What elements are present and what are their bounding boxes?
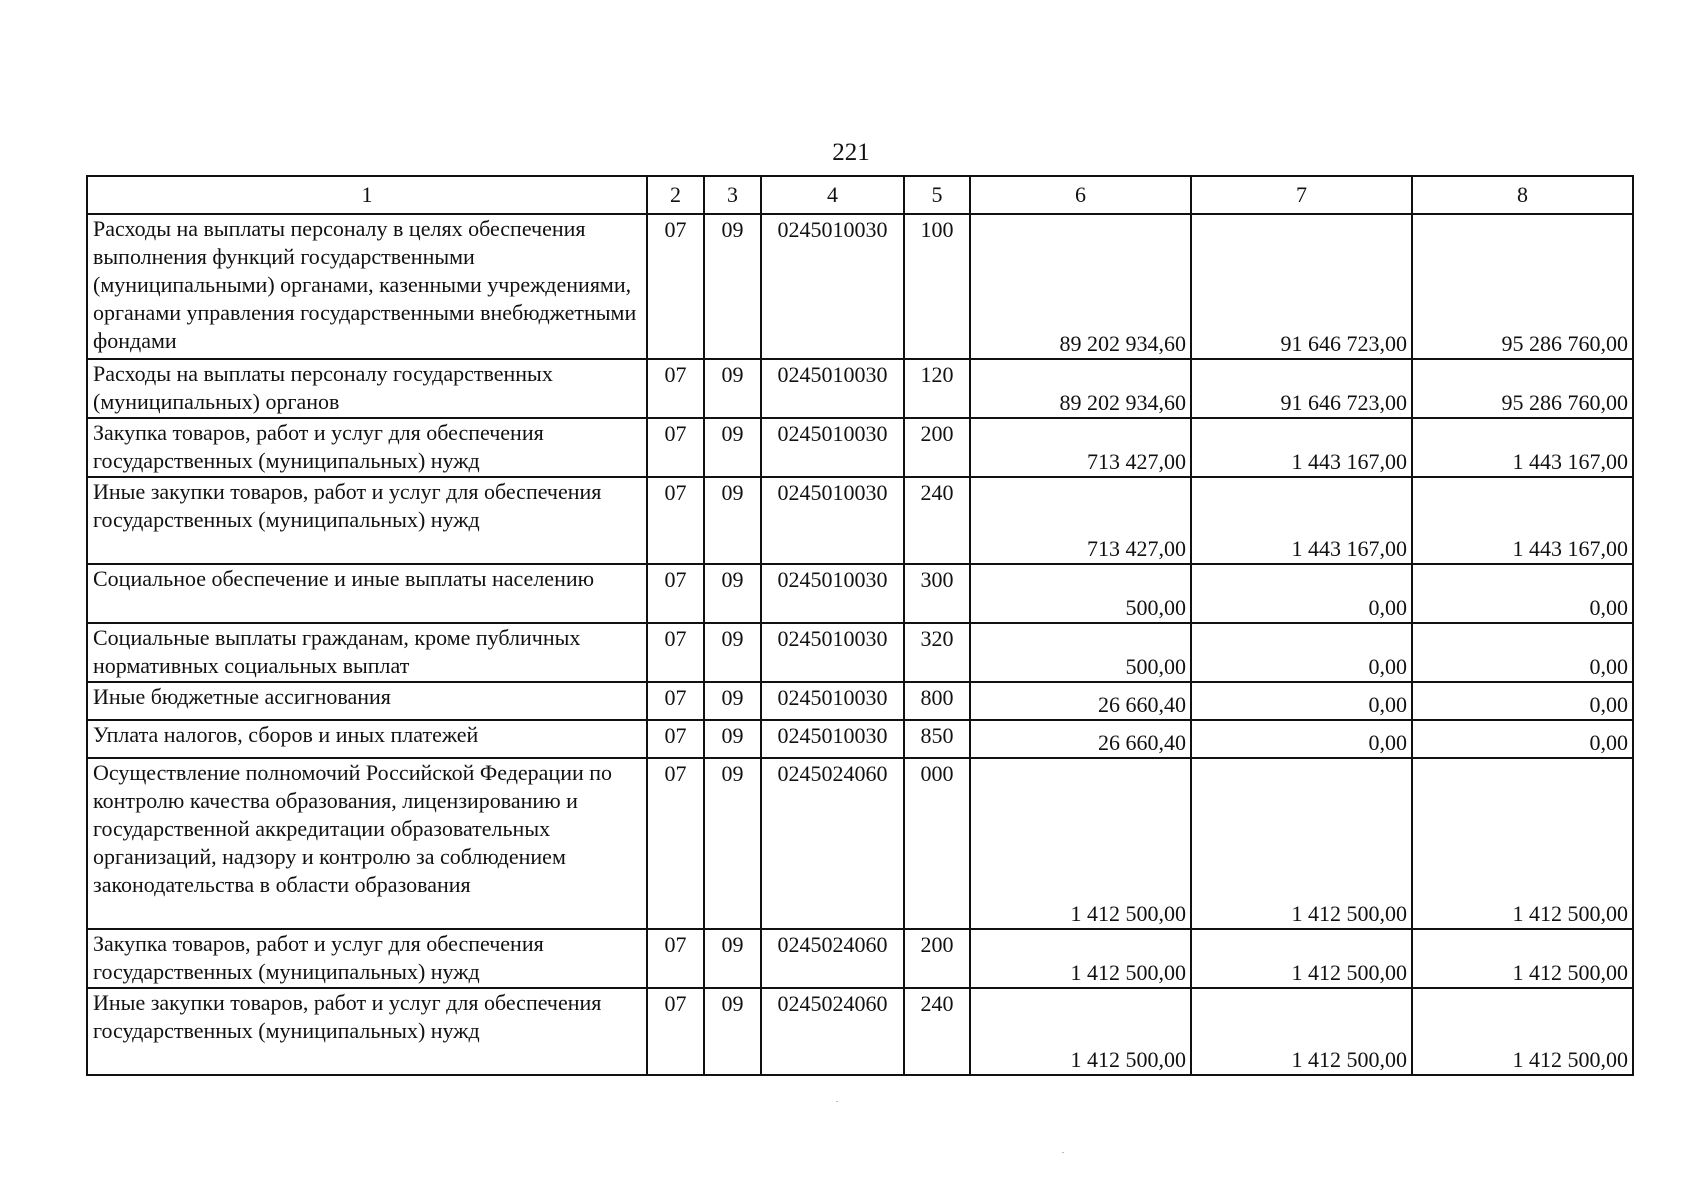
row-subsection-cell: 09 [704, 477, 761, 564]
row-amount-year1-cell: 89 202 934,60 [970, 214, 1191, 359]
row-section-cell: 07 [647, 929, 704, 988]
row-name-cell: Иные закупки товаров, работ и услуг для обеспечения государственных (муниципальных) нужд [87, 988, 647, 1075]
row-kind-cell: 300 [904, 564, 970, 623]
column-header: 8 [1412, 176, 1633, 214]
table-row [87, 929, 1633, 988]
row-section-cell: 07 [647, 214, 704, 359]
row-section-cell: 07 [647, 477, 704, 564]
row-section-cell: 07 [647, 623, 704, 682]
row-amount-year2-cell: 0,00 [1191, 720, 1412, 758]
row-subsection-cell: 09 [704, 564, 761, 623]
table-row [87, 214, 1633, 359]
row-amount-year1-cell: 1 412 500,00 [970, 988, 1191, 1075]
column-header: 2 [647, 176, 704, 214]
row-name-cell: Социальные выплаты гражданам, кроме публичных нормативных социальных выплат [87, 623, 647, 682]
table-row [87, 988, 1633, 1075]
row-kind-cell: 320 [904, 623, 970, 682]
row-kind-cell: 200 [904, 929, 970, 988]
column-header: 5 [904, 176, 970, 214]
row-kind-cell: 240 [904, 477, 970, 564]
row-amount-year1-cell: 500,00 [970, 623, 1191, 682]
column-header: 1 [87, 176, 647, 214]
row-kind-cell: 240 [904, 988, 970, 1075]
row-amount-year3-cell: 95 286 760,00 [1412, 214, 1633, 359]
table-row [87, 623, 1633, 682]
row-target-cell: 0245010030 [761, 623, 904, 682]
table-row [87, 418, 1633, 477]
column-header: 4 [761, 176, 904, 214]
row-amount-year1-cell: 89 202 934,60 [970, 359, 1191, 418]
row-kind-cell: 200 [904, 418, 970, 477]
row-amount-year2-cell: 1 412 500,00 [1191, 988, 1412, 1075]
row-name-cell: Уплата налогов, сборов и иных платежей [87, 720, 647, 758]
row-subsection-cell: 09 [704, 682, 761, 720]
row-amount-year3-cell: 1 412 500,00 [1412, 988, 1633, 1075]
row-amount-year3-cell: 0,00 [1412, 564, 1633, 623]
row-amount-year3-cell: 0,00 [1412, 623, 1633, 682]
row-amount-year3-cell: 0,00 [1412, 682, 1633, 720]
row-target-cell: 0245024060 [761, 929, 904, 988]
table-header-row [87, 176, 1633, 214]
row-name-cell: Осуществление полномочий Российской Федерации по контролю качества образования, лицензированию и государственной аккредитации образовательных организаций, надзору и контролю за соблюдением законодательства в области образования [87, 758, 647, 929]
row-amount-year2-cell: 0,00 [1191, 623, 1412, 682]
row-amount-year3-cell: 1 412 500,00 [1412, 758, 1633, 929]
row-target-cell: 0245024060 [761, 758, 904, 929]
row-subsection-cell: 09 [704, 359, 761, 418]
row-amount-year1-cell: 26 660,40 [970, 720, 1191, 758]
column-header: 3 [704, 176, 761, 214]
row-name-cell: Социальное обеспечение и иные выплаты населению [87, 564, 647, 623]
row-amount-year3-cell: 95 286 760,00 [1412, 359, 1633, 418]
row-name-cell: Иные закупки товаров, работ и услуг для обеспечения государственных (муниципальных) нужд [87, 477, 647, 564]
row-amount-year2-cell: 1 443 167,00 [1191, 418, 1412, 477]
row-target-cell: 0245010030 [761, 359, 904, 418]
row-name-cell: Иные бюджетные ассигнования [87, 682, 647, 720]
row-target-cell: 0245010030 [761, 214, 904, 359]
row-amount-year2-cell: 91 646 723,00 [1191, 214, 1412, 359]
row-target-cell: 0245024060 [761, 988, 904, 1075]
row-amount-year2-cell: 1 412 500,00 [1191, 758, 1412, 929]
column-header: 7 [1191, 176, 1412, 214]
column-header: 6 [970, 176, 1191, 214]
row-kind-cell: 850 [904, 720, 970, 758]
row-amount-year1-cell: 1 412 500,00 [970, 929, 1191, 988]
row-amount-year3-cell: 1 443 167,00 [1412, 418, 1633, 477]
row-subsection-cell: 09 [704, 929, 761, 988]
row-subsection-cell: 09 [704, 988, 761, 1075]
row-kind-cell: 800 [904, 682, 970, 720]
row-target-cell: 0245010030 [761, 720, 904, 758]
row-subsection-cell: 09 [704, 214, 761, 359]
table-row [87, 682, 1633, 720]
row-amount-year1-cell: 713 427,00 [970, 477, 1191, 564]
row-amount-year1-cell: 26 660,40 [970, 682, 1191, 720]
row-amount-year3-cell: 1 412 500,00 [1412, 929, 1633, 988]
row-section-cell: 07 [647, 682, 704, 720]
row-name-cell: Расходы на выплаты персоналу в целях обеспечения выполнения функций государственными (муниципальными) органами, казенными учреждениями, органами управления государственными внебюджетными фондами [87, 214, 647, 359]
row-amount-year3-cell: 0,00 [1412, 720, 1633, 758]
row-name-cell: Закупка товаров, работ и услуг для обеспечения государственных (муниципальных) нужд [87, 929, 647, 988]
row-subsection-cell: 09 [704, 720, 761, 758]
row-kind-cell: 000 [904, 758, 970, 929]
row-kind-cell: 120 [904, 359, 970, 418]
row-amount-year2-cell: 0,00 [1191, 564, 1412, 623]
row-amount-year2-cell: 1 412 500,00 [1191, 929, 1412, 988]
row-target-cell: 0245010030 [761, 418, 904, 477]
row-section-cell: 07 [647, 418, 704, 477]
row-subsection-cell: 09 [704, 623, 761, 682]
row-section-cell: 07 [647, 758, 704, 929]
table-row [87, 758, 1633, 929]
scan-speck [1062, 1152, 1064, 1153]
row-target-cell: 0245010030 [761, 564, 904, 623]
row-kind-cell: 100 [904, 214, 970, 359]
row-subsection-cell: 09 [704, 418, 761, 477]
row-amount-year1-cell: 500,00 [970, 564, 1191, 623]
row-section-cell: 07 [647, 988, 704, 1075]
table-row [87, 564, 1633, 623]
scan-speck [836, 1101, 838, 1102]
row-name-cell: Закупка товаров, работ и услуг для обеспечения государственных (муниципальных) нужд [87, 418, 647, 477]
row-amount-year2-cell: 1 443 167,00 [1191, 477, 1412, 564]
table-row [87, 359, 1633, 418]
row-section-cell: 07 [647, 564, 704, 623]
row-amount-year2-cell: 91 646 723,00 [1191, 359, 1412, 418]
row-amount-year1-cell: 1 412 500,00 [970, 758, 1191, 929]
table-body [87, 214, 1633, 1075]
row-amount-year2-cell: 0,00 [1191, 682, 1412, 720]
row-subsection-cell: 09 [704, 758, 761, 929]
page-number: 221 [832, 139, 870, 166]
row-section-cell: 07 [647, 359, 704, 418]
row-amount-year3-cell: 1 443 167,00 [1412, 477, 1633, 564]
row-name-cell: Расходы на выплаты персоналу государственных (муниципальных) органов [87, 359, 647, 418]
row-target-cell: 0245010030 [761, 682, 904, 720]
table-row [87, 477, 1633, 564]
table-row [87, 720, 1633, 758]
row-section-cell: 07 [647, 720, 704, 758]
budget-table [86, 175, 1634, 1076]
row-amount-year1-cell: 713 427,00 [970, 418, 1191, 477]
row-target-cell: 0245010030 [761, 477, 904, 564]
